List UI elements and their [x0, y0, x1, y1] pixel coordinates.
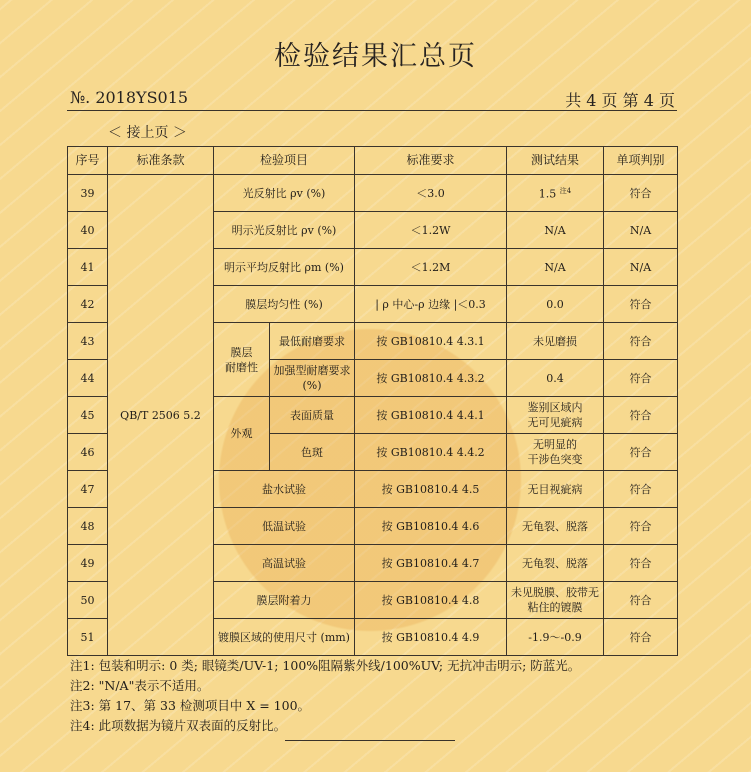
row-no: 46: [68, 434, 108, 471]
footnote-4: 注4: 此项数据为镜片双表面的反射比。: [70, 718, 287, 733]
col-header-result: 测试结果: [507, 147, 604, 175]
page-count: 共 4 页 第 4 页: [565, 91, 675, 110]
result: -1.9～-0.9: [507, 619, 604, 656]
requirement: | ρ 中心-ρ 边缘 |＜0.3: [355, 286, 507, 323]
requirement: 按 GB10810.4 4.7: [355, 545, 507, 582]
table-header-row: [68, 147, 678, 175]
result: 0.0: [507, 286, 604, 323]
group-membrane-wear: 膜层 耐磨性: [214, 323, 270, 397]
col-header-verdict: 单项判别: [604, 147, 678, 175]
test-item: 明示平均反射比 ρm (%): [214, 249, 355, 286]
results-table: [67, 146, 678, 656]
verdict: N/A: [604, 249, 678, 286]
verdict: 符合: [604, 582, 678, 619]
continued-label: ＜ 接上页 ＞: [108, 125, 187, 141]
result: 鉴别区域内 无可见疵病: [507, 397, 604, 434]
row-no: 47: [68, 471, 108, 508]
test-item: 光反射比 ρv (%): [214, 175, 355, 212]
verdict: 符合: [604, 545, 678, 582]
row-no: 50: [68, 582, 108, 619]
footnotes: [70, 656, 580, 736]
result: 无目视疵病: [507, 471, 604, 508]
test-item: 膜层均匀性 (%): [214, 286, 355, 323]
test-item: 膜层附着力: [214, 582, 355, 619]
result: 未见脱膜、胶带无 粘住的镀膜: [507, 582, 604, 619]
row-no: 49: [68, 545, 108, 582]
row-no: 42: [68, 286, 108, 323]
row-no: 44: [68, 360, 108, 397]
col-header-clause: 标准条款: [108, 147, 214, 175]
result: N/A: [507, 249, 604, 286]
row-no: 45: [68, 397, 108, 434]
verdict: 符合: [604, 434, 678, 471]
row-no: 43: [68, 323, 108, 360]
result: 未见磨损: [507, 323, 604, 360]
verdict: 符合: [604, 471, 678, 508]
result: 无龟裂、脱落: [507, 545, 604, 582]
col-header-item: 检验项目: [214, 147, 355, 175]
test-item: 色斑: [270, 434, 355, 471]
requirement: 按 GB10810.4 4.4.2: [355, 434, 507, 471]
verdict: 符合: [604, 360, 678, 397]
report-number: №. 2018YS015: [70, 88, 189, 107]
row-no: 51: [68, 619, 108, 656]
result: 0.4: [507, 360, 604, 397]
verdict: 符合: [604, 323, 678, 360]
test-item: 高温试验: [214, 545, 355, 582]
table-row: [68, 175, 678, 212]
result: 无龟裂、脱落: [507, 508, 604, 545]
row-no: 40: [68, 212, 108, 249]
requirement: 按 GB10810.4 4.3.1: [355, 323, 507, 360]
result: [507, 175, 604, 212]
test-item: 镀膜区域的使用尺寸 (mm): [214, 619, 355, 656]
col-header-requirement: 标准要求: [355, 147, 507, 175]
standard-clause: QB/T 2506 5.2: [108, 175, 214, 656]
requirement: ＜3.0: [355, 175, 507, 212]
verdict: 符合: [604, 286, 678, 323]
page-title: 检验结果汇总页: [274, 41, 477, 72]
requirement: ＜1.2M: [355, 249, 507, 286]
test-item: 最低耐磨要求: [270, 323, 355, 360]
requirement: ＜1.2W: [355, 212, 507, 249]
verdict: 符合: [604, 397, 678, 434]
verdict: 符合: [604, 619, 678, 656]
result: 无明显的 干涉色突变: [507, 434, 604, 471]
signature-line: [285, 740, 455, 741]
requirement: 按 GB10810.4 4.8: [355, 582, 507, 619]
footnote-2: 注2: "N/A"表示不适用。: [70, 678, 210, 693]
requirement: 按 GB10810.4 4.5: [355, 471, 507, 508]
row-no: 48: [68, 508, 108, 545]
result-value: 1.5: [538, 187, 557, 201]
requirement: 按 GB10810.4 4.9: [355, 619, 507, 656]
test-item: 低温试验: [214, 508, 355, 545]
verdict: N/A: [604, 212, 678, 249]
test-item: 明示光反射比 ρv (%): [214, 212, 355, 249]
test-item: 加强型耐磨要求 (%): [270, 360, 355, 397]
test-item: 表面质量: [270, 397, 355, 434]
group-appearance: 外观: [214, 397, 270, 471]
row-no: 39: [68, 175, 108, 212]
footnote-3: 注3: 第 17、第 33 检测项目中 X = 100。: [70, 698, 311, 713]
result: N/A: [507, 212, 604, 249]
result-footnote: 注4: [559, 187, 572, 196]
row-no: 41: [68, 249, 108, 286]
footnote-1: 注1: 包装和明示: 0 类; 眼镜类/UV-1; 100%阻隔紫外线/100%UV; 无抗冲击明示; 防蓝光。: [70, 658, 581, 673]
requirement: 按 GB10810.4 4.6: [355, 508, 507, 545]
requirement: 按 GB10810.4 4.4.1: [355, 397, 507, 434]
col-header-no: 序号: [68, 147, 108, 175]
requirement: 按 GB10810.4 4.3.2: [355, 360, 507, 397]
verdict: 符合: [604, 508, 678, 545]
verdict: 符合: [604, 175, 678, 212]
test-item: 盐水试验: [214, 471, 355, 508]
header-divider: [67, 110, 677, 111]
